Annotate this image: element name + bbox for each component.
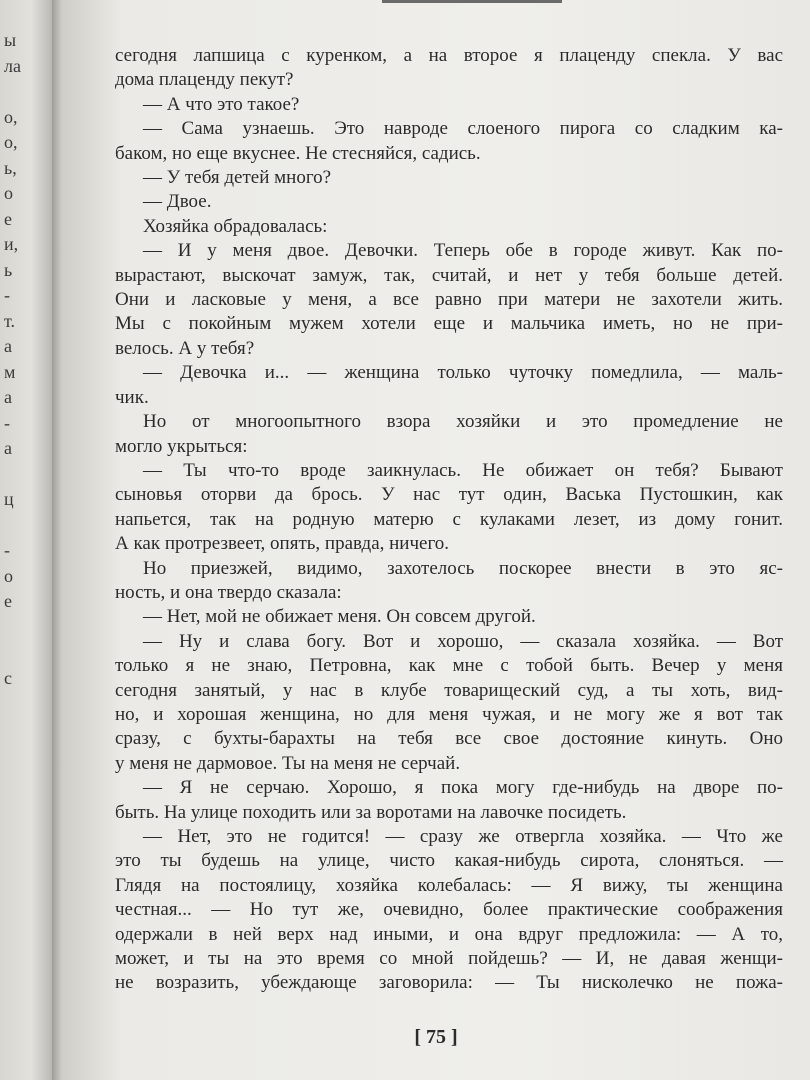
text-line: велось. А у тебя? (115, 337, 255, 359)
text-line: Глядя на постоялицу, хозяйка колебалась: — Я вижу, ты женщина (115, 874, 783, 896)
left-page-fragment: т. (4, 310, 16, 331)
text-line: напьется, так на родную матерю с кулаками лезет, из дому гонит. (115, 508, 783, 530)
left-page-fragment: - (4, 412, 10, 433)
left-page-fragment: ы (4, 30, 17, 50)
left-page-fragment: с (4, 667, 12, 688)
text-line: быть. На улице походить или за воротами на лавочке посидеть. (115, 801, 627, 823)
left-page-edge (0, 0, 52, 1080)
left-page-fragment: ь (4, 259, 13, 280)
top-rule (382, 0, 562, 3)
text-line: это ты будешь на улице, чисто какая-нибудь сирота, слоняться. — (115, 850, 783, 872)
text-line: — Сама узнаешь. Это навроде слоеного пирога со сладким ка- (143, 118, 783, 140)
text-line: — Ну и слава богу. Вот и хорошо, — сказала хозяйка. — Вот (143, 630, 783, 652)
text-line: — Нет, это не годится! — сразу же отвергла хозяйка. — Что же (143, 826, 783, 847)
left-page-fragment: о, (4, 106, 18, 127)
left-page-fragment: - (4, 540, 10, 560)
left-page-fragment: о, (4, 132, 18, 152)
text-line: Хозяйка обрадовалась: (143, 215, 328, 237)
body-text (115, 44, 783, 996)
text-line: Они и ласковые у меня, а все равно при матери не захотели жить. (115, 289, 783, 311)
text-line: ность, и она твердо сказала: (115, 581, 342, 603)
left-page-fragment: - (4, 285, 10, 305)
text-line: баком, но еще вкуснее. Не стесняйся, садись. (115, 142, 481, 164)
text-line: могло укрыться: (115, 435, 248, 457)
left-page-fragment: ь, (4, 157, 17, 178)
text-line: может, и ты на это время со мной пойдешь? — И, не давая женщи- (115, 948, 783, 970)
text-line: сегодня лапшица с куренком, а на второе я плаценду спекла. У вас (115, 45, 783, 66)
text-line: одержали в ней верх над иными, и она вдруг предложила: — А то, (115, 923, 783, 945)
book-page (62, 0, 810, 1080)
text-line: — Я не серчаю. Хорошо, я пока могу где-нибудь на дворе по- (143, 777, 783, 799)
left-page-fragment: а (4, 387, 12, 407)
left-page-fragment: о (4, 183, 13, 203)
text-line: — Ты что-то вроде заикнулась. Не обижает он тебя? Бывают (143, 459, 783, 481)
left-page-fragment: о (4, 565, 13, 586)
text-line: сегодня занятый, у нас в клубе товарищеский суд, а ты хоть, вид- (115, 679, 783, 701)
left-page-fragment: а (4, 336, 12, 356)
text-line: — Нет, мой не обижает меня. Он совсем другой. (143, 606, 536, 628)
page-number: [ 75 ] (414, 1026, 458, 1048)
text-line: у меня не дармовое. Ты на меня не серчай. (115, 752, 461, 774)
text-line: — Девочка и... — женщина только чуточку помедлила, — маль- (143, 362, 783, 384)
left-page-fragment: е (4, 591, 12, 611)
text-line: сразу, с бухты-барахты на тебя все свое достояние кинуть. Оно (115, 728, 783, 750)
text-line: — А что это такое? (143, 93, 300, 115)
text-line: Но от многоопытного взора хозяйки и это промедление не (143, 411, 783, 433)
text-line: чик. (115, 386, 149, 408)
left-page-fragment: ла (4, 55, 21, 76)
left-page-fragment: ц (4, 489, 14, 509)
left-page-fragment: и, (4, 234, 19, 254)
left-page-fragment: м (4, 361, 16, 382)
text-line: только я не знаю, Петровна, как мне с тобой быть. Вечер у меня (115, 655, 783, 677)
text-line: честная... — Но тут же, очевидно, более практические соображения (115, 899, 783, 921)
text-line: А как протрезвеет, опять, правда, ничего. (115, 533, 450, 555)
text-line: но, и хорошая женщина, но для меня чужая, и не могу же я вот так (115, 703, 783, 725)
text-line: дома плаценду пекут? (115, 69, 294, 91)
text-line: Но приезжей, видимо, захотелось поскорее внести в это яс- (143, 557, 783, 579)
left-page-fragment: е (4, 208, 12, 229)
left-page-fragment: а (4, 438, 12, 458)
text-line: — И у меня двое. Девочки. Теперь обе в городе живут. Как по- (143, 240, 783, 262)
text-line: не возразить, убеждающе заговорила: — Ты нисколечко не пожа- (115, 972, 783, 994)
text-line: — Двое. (143, 191, 212, 213)
text-line: Мы с покойным мужем хотели еще и мальчика иметь, но не при- (115, 313, 783, 335)
text-line: — У тебя детей много? (143, 167, 332, 189)
text-line: сыновья оторви да брось. У нас тут один, Васька Пустошкин, как (115, 484, 783, 506)
book-gutter (52, 0, 62, 1080)
text-line: вырастают, выскочат замуж, так, считай, и нет у тебя больше детей. (115, 264, 783, 286)
